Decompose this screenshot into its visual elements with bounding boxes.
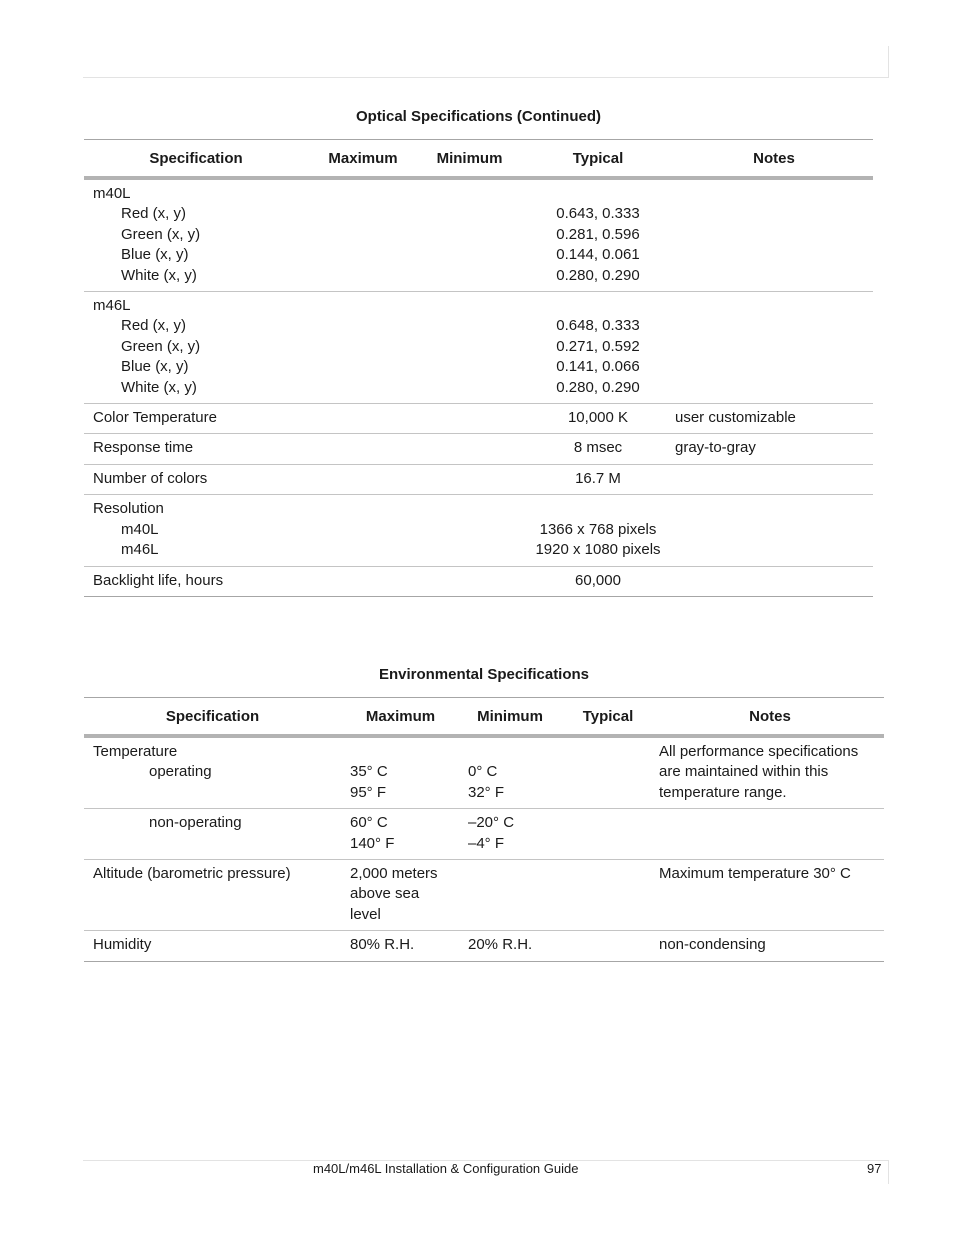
typical-value: 0.648, 0.333 <box>556 317 640 335</box>
notes-cell <box>656 736 884 809</box>
max-value: 95° F <box>350 783 387 801</box>
header-tick <box>888 46 889 78</box>
typical-cell <box>521 292 675 404</box>
spec-cell <box>84 178 308 292</box>
col-header-notes: Notes <box>675 140 873 179</box>
min-cell <box>418 566 521 596</box>
col-header-minimum: Minimum <box>460 698 560 737</box>
spec-sublabel: Blue (x, y) <box>121 358 189 376</box>
max-cell <box>308 178 418 292</box>
table-row <box>84 931 884 961</box>
min-cell <box>418 495 521 566</box>
table-row <box>84 809 884 860</box>
min-cell <box>460 736 560 809</box>
spec-group-label: m46L <box>93 297 131 315</box>
max-value: 140° F <box>350 834 395 852</box>
spec-cell <box>84 495 308 566</box>
optical-spec-table <box>84 139 873 597</box>
min-value: 32° F <box>468 783 505 801</box>
typical-cell <box>560 860 656 931</box>
min-cell <box>418 434 521 464</box>
notes-cell: non-condensing <box>656 931 884 961</box>
spec-cell <box>84 809 341 860</box>
max-value: level <box>350 905 381 923</box>
max-cell <box>308 292 418 404</box>
header-rule <box>83 77 889 78</box>
max-cell <box>308 495 418 566</box>
notes-cell <box>675 292 873 404</box>
notes-cell <box>675 178 873 292</box>
table-row <box>84 860 884 931</box>
spec-sublabel: Green (x, y) <box>121 225 201 243</box>
spec-cell: Altitude (barometric pressure) <box>84 860 341 931</box>
min-cell <box>418 464 521 494</box>
spec-sublabel: m46L <box>121 541 159 559</box>
typical-cell <box>560 736 656 809</box>
min-value: –4° F <box>468 834 505 852</box>
notes-cell <box>675 495 873 566</box>
table-header-row <box>84 140 873 179</box>
max-value: 2,000 meters <box>350 865 438 883</box>
spec-group-label: Resolution <box>93 500 164 518</box>
spec-sublabel: Red (x, y) <box>121 205 187 223</box>
spec-sublabel: Red (x, y) <box>121 317 187 335</box>
typical-value: 1920 x 1080 pixels <box>535 541 661 559</box>
notes-cell: user customizable <box>675 404 873 434</box>
typical-cell <box>521 495 675 566</box>
typical-value: 1366 x 768 pixels <box>539 520 657 538</box>
footer-title: m40L/m46L Installation & Configuration Guide <box>313 1161 579 1176</box>
notes-cell <box>656 809 884 860</box>
min-value: –20° C <box>468 814 515 832</box>
table-row <box>84 404 873 434</box>
col-header-maximum: Maximum <box>308 140 418 179</box>
max-cell <box>308 434 418 464</box>
max-cell <box>308 404 418 434</box>
min-cell <box>418 292 521 404</box>
spec-cell: Backlight life, hours <box>84 566 308 596</box>
typical-cell: 8 msec <box>521 434 675 464</box>
max-value: 60° C <box>350 814 388 832</box>
spec-sublabel: non-operating <box>149 814 242 832</box>
table-row <box>84 292 873 404</box>
max-cell <box>308 464 418 494</box>
table-row <box>84 434 873 464</box>
spec-sublabel: White (x, y) <box>121 266 197 284</box>
typical-cell: 16.7 M <box>521 464 675 494</box>
table-header-row <box>84 698 884 737</box>
spec-cell: Number of colors <box>84 464 308 494</box>
max-value: above sea <box>350 885 420 903</box>
max-cell <box>308 566 418 596</box>
notes-line: All performance specifications <box>659 743 859 760</box>
col-header-specification: Specification <box>84 698 341 737</box>
col-header-specification: Specification <box>84 140 308 179</box>
col-header-minimum: Minimum <box>418 140 521 179</box>
col-header-typical: Typical <box>521 140 675 179</box>
spec-sublabel: Blue (x, y) <box>121 246 189 264</box>
typical-cell <box>521 178 675 292</box>
typical-value: 0.144, 0.061 <box>556 246 640 264</box>
spec-cell <box>84 736 341 809</box>
optical-table-title: Optical Specifications (Continued) <box>355 108 602 125</box>
table-row <box>84 495 873 566</box>
typical-cell: 10,000 K <box>521 404 675 434</box>
max-value: 35° C <box>350 763 388 781</box>
col-header-typical: Typical <box>560 698 656 737</box>
min-cell <box>418 404 521 434</box>
notes-line: are maintained within this <box>659 763 829 781</box>
environmental-spec-table <box>84 697 884 962</box>
spec-cell: Humidity <box>84 931 341 961</box>
environmental-table-title: Environmental Specifications <box>378 666 590 683</box>
col-header-maximum: Maximum <box>341 698 460 737</box>
typical-cell <box>560 931 656 961</box>
notes-cell <box>675 566 873 596</box>
notes-cell <box>675 464 873 494</box>
spec-group-label: Temperature <box>93 743 178 760</box>
max-cell: 80% R.H. <box>341 931 460 961</box>
spec-sublabel: operating <box>149 763 212 781</box>
max-cell <box>341 736 460 809</box>
spec-sublabel: m40L <box>121 520 159 538</box>
notes-line: temperature range. <box>659 783 787 801</box>
min-value: 0° C <box>468 763 498 781</box>
spec-group-label: m40L <box>93 185 131 202</box>
notes-cell: Maximum temperature 30° C <box>656 860 884 931</box>
typical-value: 0.280, 0.290 <box>556 378 640 396</box>
min-cell <box>460 809 560 860</box>
spec-sublabel: Green (x, y) <box>121 337 201 355</box>
min-cell: 20% R.H. <box>460 931 560 961</box>
col-header-notes: Notes <box>656 698 884 737</box>
table-row <box>84 464 873 494</box>
typical-value: 0.271, 0.592 <box>556 337 640 355</box>
notes-cell: gray-to-gray <box>675 434 873 464</box>
table-row <box>84 178 873 292</box>
typical-value: 0.141, 0.066 <box>556 358 640 376</box>
min-cell <box>418 178 521 292</box>
table-row <box>84 736 884 809</box>
spec-cell <box>84 292 308 404</box>
spec-cell: Color Temperature <box>84 404 308 434</box>
typical-cell <box>560 809 656 860</box>
typical-value: 0.280, 0.290 <box>556 266 640 284</box>
min-cell <box>460 860 560 931</box>
max-cell <box>341 809 460 860</box>
page-number: 97 <box>867 1161 882 1176</box>
typical-cell: 60,000 <box>521 566 675 596</box>
spec-cell: Response time <box>84 434 308 464</box>
footer-tick <box>888 1160 889 1184</box>
typical-value: 0.643, 0.333 <box>556 205 640 223</box>
max-cell <box>341 860 460 931</box>
typical-value: 0.281, 0.596 <box>556 225 640 243</box>
spec-sublabel: White (x, y) <box>121 378 197 396</box>
table-row <box>84 566 873 596</box>
